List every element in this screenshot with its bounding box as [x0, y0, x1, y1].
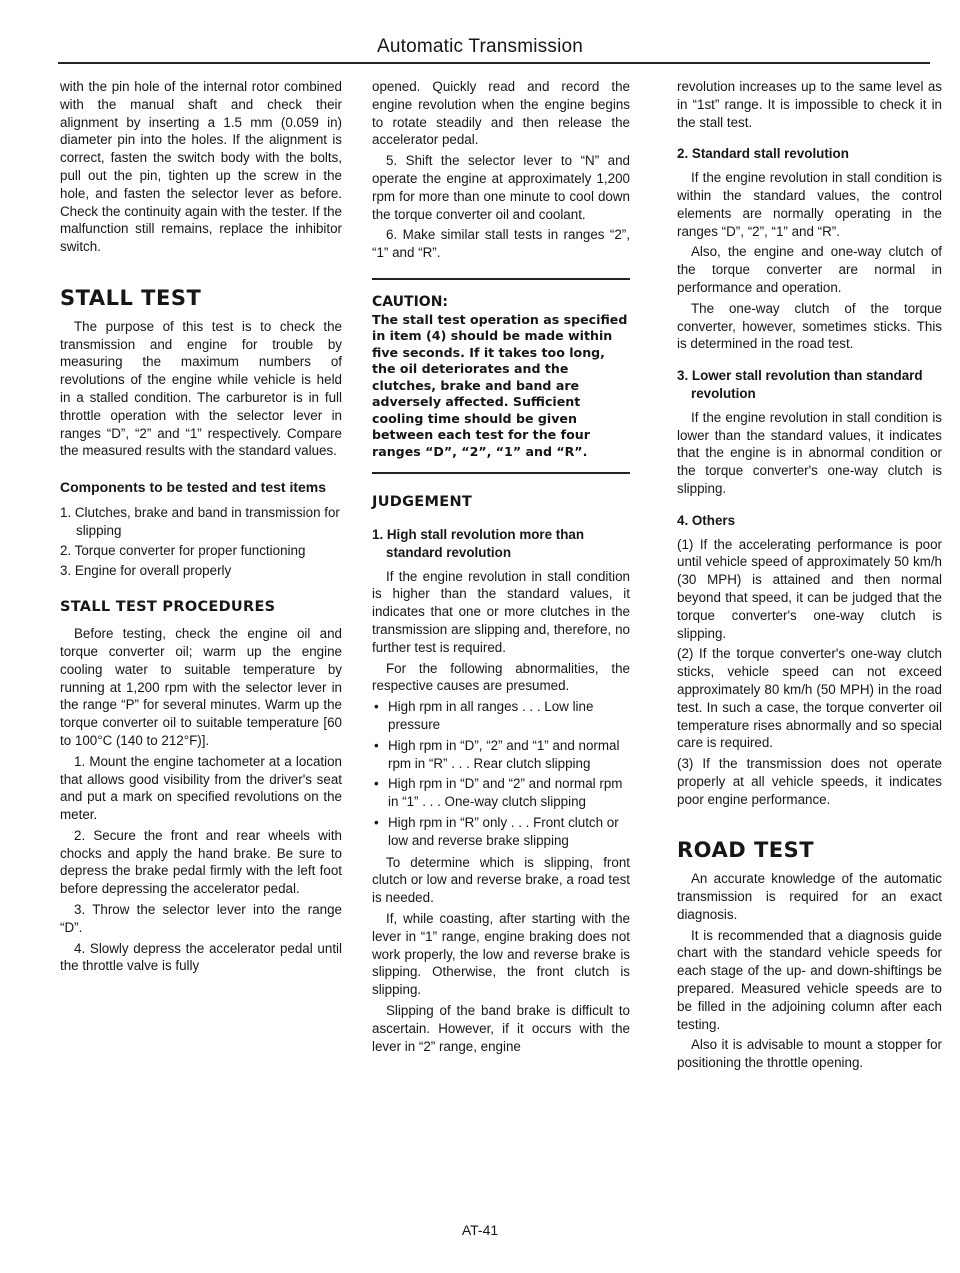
coasting-paragraph: If, while coasting, after starting with the lever in “1” range, engine braking does not work properly, the low and reverse brake is slipping. Otherwise, the front clutch is slipping.	[372, 911, 630, 998]
road-test-paragraph: An accurate knowledge of the automatic transmission is required for an exact diagnosis.	[677, 871, 942, 922]
judgement-3-paragraph: If the engine revolution in stall condition is lower than the standard values, it indicates that the engine is in abnormal condition or the torque converter's one-way clutch is slipping.	[677, 409, 942, 496]
road-test-paragraph-3: Also it is advisable to mount a stopper for positioning the throttle opening.	[677, 1037, 942, 1071]
procedures-intro: Before testing, check the engine oil and torque converter oil; warm up the engine cooling water to suitable temperature by running at 1,200 rpm with the selector lever in the range “P” for several minutes. Warm up the torque converter oil to suitable temperature [60 to 100°C (140 to 212°F)].	[60, 626, 342, 748]
list-item: • High rpm in all ranges . . . Low line pressure	[372, 698, 630, 734]
list-item: 1. Clutches, brake and band in transmission for slipping	[60, 505, 340, 538]
column-right	[677, 78, 942, 1075]
inhibitor-switch-paragraph: with the pin hole of the internal rotor combined with the manual shaft and check their alignment by inserting a 1.5 mm (0.059 in) diameter pin into the holes. If the alignment is correct, fasten the switch body with the bolts, pull out the pin, tighten up the screw in the hole, and fasten the selector lever as before. Check the continuity again with the tester. If the malfunction still remains, replace the inhibitor switch.	[60, 79, 342, 255]
procedure-step-4-cont: opened. Quickly read and record the engine revolution when the engine begins to rotate steadily and then release the accelerator pedal.	[372, 79, 630, 148]
page-header: Automatic Transmission	[376, 36, 584, 57]
determine-paragraph: To determine which is slipping, front clutch or low and reverse brake, a road test is needed.	[372, 854, 630, 906]
procedure-step-4: 4. Slowly depress the accelerator pedal until the throttle valve is fully	[60, 940, 342, 974]
judgement-heading: JUDGEMENT	[372, 494, 473, 511]
judgement-2-paragraph: If the engine revolution in stall condition is within the standard values, the control elements are normally operating in the ranges “D”, “2”, “1” and “R”.	[677, 170, 942, 239]
judgement-2-paragraph-2: Also, the engine and one-way clutch of the torque converter are normal in performance and operation.	[677, 244, 942, 295]
components-heading: Components to be tested and test items	[60, 479, 327, 496]
procedure-step-6: 6. Make similar stall tests in ranges “2”, “1” and “R”.	[372, 227, 630, 261]
procedures-heading: STALL TEST PROCEDURES	[60, 599, 276, 616]
list-item: 3. Engine for overall properly	[60, 562, 232, 578]
abnormalities-list	[372, 698, 630, 849]
components-list	[60, 504, 342, 579]
column-left	[60, 78, 342, 978]
others-item-1: (1) If the accelerating performance is poor until vehicle speed of approximately 50 km/h (30 MPH) is attained and then normal beyond that speed, it can be judged that the torque converter's one-way clutch is slipping.	[677, 536, 942, 641]
procedure-step-2: 2. Secure the front and rear wheels with chocks and apply the hand brake. Be sure to depress the brake pedal firmly with the left foot before depressing the accelerator pedal.	[60, 827, 342, 897]
stall-test-heading: STALL TEST	[60, 285, 202, 310]
others-item-2: (2) If the torque converter's one-way clutch sticks, vehicle speed can not exceed approximately 80 km/h (50 MPH) in the road test. In such a case, the torque converter oil temperature rises abnormally and so special care is required.	[677, 646, 942, 751]
judgement-2-title: 2. Standard stall revolution	[677, 146, 849, 162]
stall-test-paragraph: The purpose of this test is to check the transmission and engine for trouble by measuring the maximum numbers of revolutions of the engine while vehicle is held in a stalled condition. The carburetor is in full throttle operation with the selector lever in ranges “D”, “2” and “1” respectively. Compare the measured results with the standard values.	[60, 318, 342, 459]
procedure-step-1: 1. Mount the engine tachometer at a location that allows good visibility from the driver's seat and put a mark on specified revolutions on the meter.	[60, 753, 342, 823]
judgement-1-paragraph-2: For the following abnormalities, the respective causes are presumed.	[372, 660, 630, 694]
list-item: 2. Torque converter for proper functioning	[60, 542, 306, 558]
page-number: AT-41	[461, 1222, 499, 1238]
caution-title: CAUTION:	[372, 293, 449, 310]
judgement-2-paragraph-3: The one-way clutch of the torque converter, however, sometimes sticks. This is determined in the road test.	[677, 300, 942, 352]
band-brake-cont: revolution increases up to the same level as in “1st” range. It is impossible to check it in the stall test.	[677, 79, 942, 130]
caution-box	[372, 278, 630, 474]
road-test-heading: ROAD TEST	[677, 838, 815, 863]
judgement-1-paragraph: If the engine revolution in stall condition is higher than the standard values, it indicates that one or more clutches in the transmission are slipping and, therefore, no further test is required.	[372, 568, 630, 655]
procedure-step-5: 5. Shift the selector lever to “N” and operate the engine at approximately 1,200 rpm for more than one minute to cool down the torque converter oil and coolant.	[372, 153, 630, 222]
others-item-3: (3) If the transmission does not operate properly at all vehicle speeds, it indicates poor engine performance.	[677, 756, 942, 807]
column-middle	[372, 78, 630, 1058]
judgement-1-title: 1. High stall revolution more than standard revolution	[372, 527, 585, 560]
road-test-paragraph-2: It is recommended that a diagnosis guide chart with the standard vehicle speeds for each stage of the up- and down-shiftings be prepared. Measured vehicle speeds are to be filled in the adjoining column after each testing.	[677, 927, 942, 1032]
list-item: • High rpm in “R” only . . . Front clutch or low and reverse brake slipping	[372, 814, 630, 850]
list-item: • High rpm in “D”, “2” and “1” and normal rpm in “R” . . . Rear clutch slipping	[372, 737, 630, 773]
judgement-4-title: 4. Others	[677, 512, 736, 528]
list-item: • High rpm in “D” and “2” and normal rpm in “1” . . . One-way clutch slipping	[372, 775, 630, 811]
header-rule	[58, 62, 930, 64]
band-brake-paragraph: Slipping of the band brake is difficult to ascertain. However, if it occurs with the lever in “2” range, engine	[372, 1002, 630, 1054]
procedure-step-3: 3. Throw the selector lever into the range “D”.	[60, 902, 342, 935]
judgement-3-title: 3. Lower stall revolution than standard revolution	[677, 368, 923, 401]
caution-body: The stall test operation as specified in item (4) should be made within five seconds. If it takes too long, the oil deteriorates and the clutches, brake and band are adversely affected. Sufficient cooling time should be given between each test for the four ranges “D”, “2”, “1” and “R”.	[372, 311, 628, 459]
